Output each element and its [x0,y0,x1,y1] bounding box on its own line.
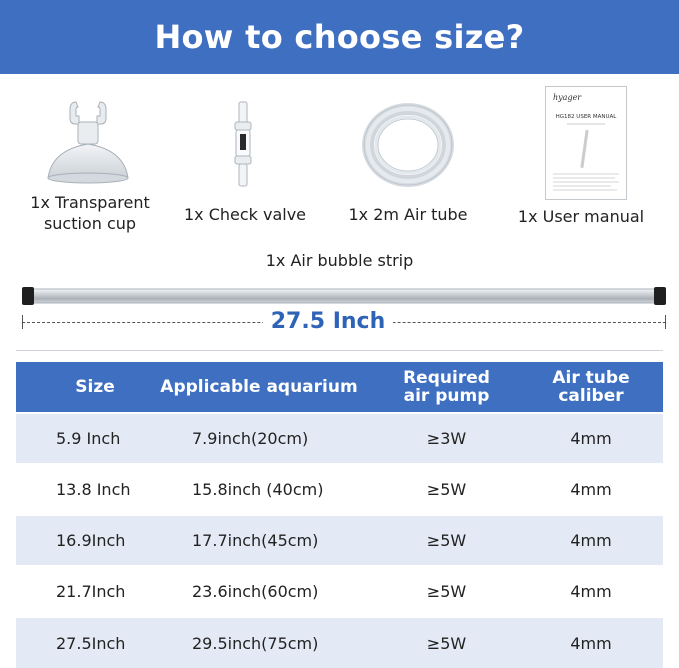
section-divider [16,350,663,351]
table-row [16,566,663,617]
cell-size: 13.8 Inch [16,464,144,515]
table-header-row [16,362,663,413]
air-tube-item [360,102,456,188]
cell-tube: 4mm [519,464,663,515]
cell-tube: 4mm [519,515,663,566]
cell-tube: 4mm [519,413,663,464]
air-tube-caption: 1x 2m Air tube [348,205,468,224]
cell-size: 5.9 Inch [16,413,144,464]
cell-pump: ≥3W [374,413,519,464]
size-table [16,362,663,668]
header-aquarium: Applicable aquarium [144,362,374,413]
cell-size: 16.9Inch [16,515,144,566]
user-manual-caption: 1x User manual [517,207,645,226]
check-valve-caption: 1x Check valve [183,205,307,224]
table-row [16,464,663,515]
check-valve-icon [228,100,258,190]
cell-tube: 4mm [519,617,663,668]
cell-aquarium: 7.9inch(20cm) [144,413,374,464]
header-size: Size [16,362,144,413]
cell-tube: 4mm [519,566,663,617]
manual-brand-text: hyager [553,93,582,102]
dimension-tick-left [22,315,23,329]
dimension-tick-right [665,315,666,329]
cell-pump: ≥5W [374,464,519,515]
air-tube-icon [360,102,456,188]
title-banner [0,0,679,74]
cell-aquarium: 17.7inch(45cm) [144,515,374,566]
cell-size: 27.5Inch [16,617,144,668]
manual-model-text: HG182 USER MANUAL [555,114,617,120]
air-bubble-strip-image [22,286,666,306]
suction-cup-icon [42,98,134,188]
user-manual-icon [545,86,627,200]
check-valve-item [228,100,258,190]
strip-caption: 1x Air bubble strip [265,251,414,270]
cell-aquarium: 15.8inch (40cm) [144,464,374,515]
cell-pump: ≥5W [374,617,519,668]
suction-cup-item [42,98,134,188]
cell-pump: ≥5W [374,515,519,566]
cell-size: 21.7Inch [16,566,144,617]
user-manual-item [545,86,627,200]
page-title: How to choose size? [154,18,525,56]
header-tube-caliber: Air tube caliber [519,362,663,413]
cell-pump: ≥5W [374,566,519,617]
table-row [16,515,663,566]
cell-aquarium: 29.5inch(75cm) [144,617,374,668]
header-air-pump: Required air pump [374,362,519,413]
table-row [16,617,663,668]
table-row [16,413,663,464]
cell-aquarium: 23.6inch(60cm) [144,566,374,617]
strip-length-label: 27.5 Inch [263,308,393,336]
suction-cup-caption: 1x Transparent suction cup [30,193,150,233]
